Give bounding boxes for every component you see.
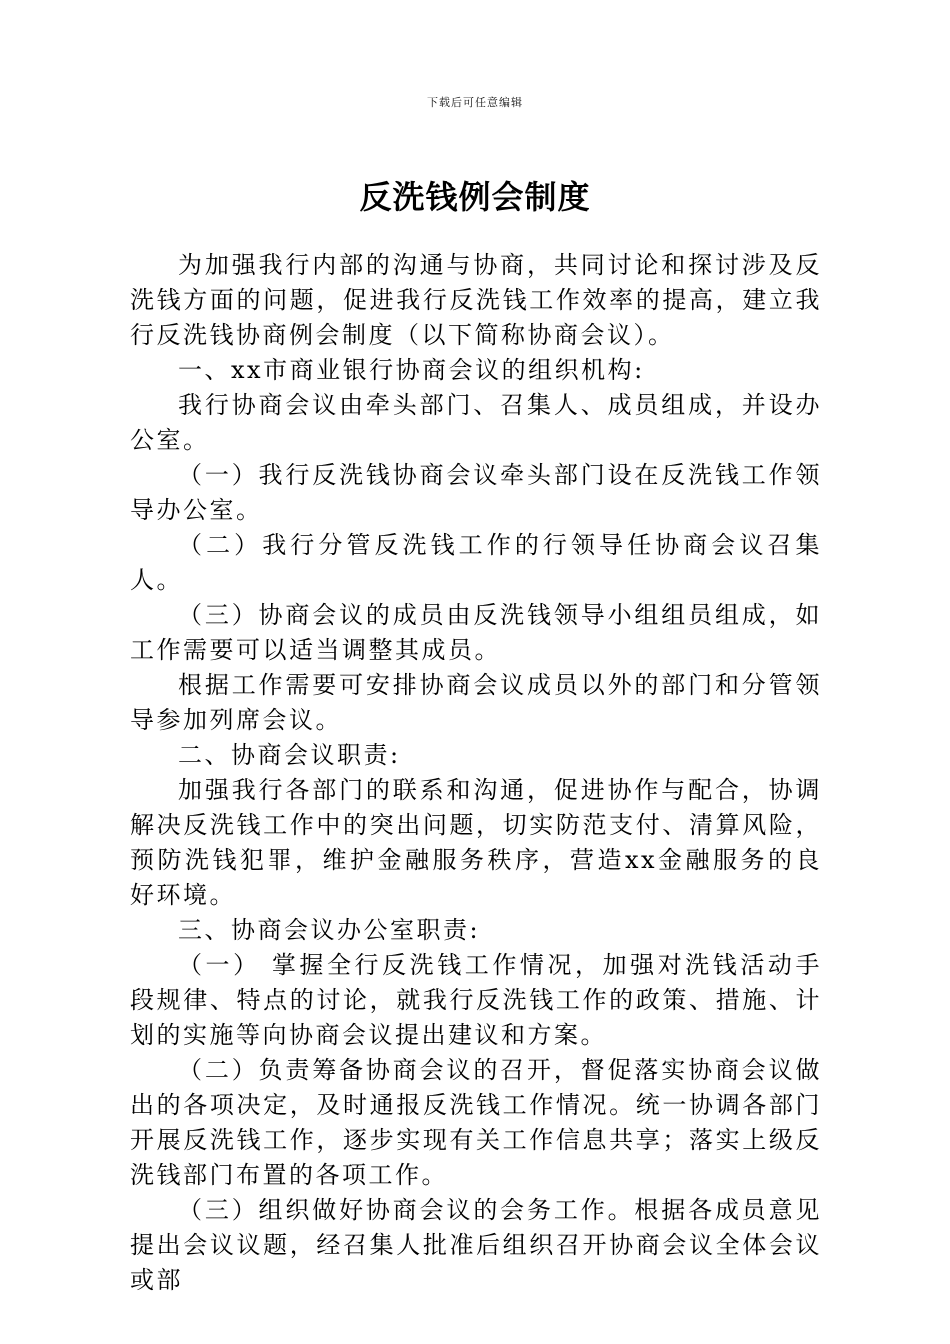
section-heading-3: 三、协商会议办公室职责: (178, 916, 481, 944)
paragraph: （一）我行反洗钱协商会议牵头部门设在反洗钱工作领导办公室。 (130, 461, 822, 524)
paragraph: （三）组织做好协商会议的会务工作。根据各成员意见提出会议议题，经召集人批准后组织召开协商会议全体会议或部 (130, 1196, 822, 1294)
section-heading-2: 二、协商会议职责: (178, 741, 401, 769)
document-body (130, 248, 822, 1298)
section-heading-1: 一、xx市商业银行协商会议的组织机构: (178, 356, 645, 384)
document-title: 反洗钱例会制度 (359, 178, 591, 216)
paragraph: （二）负责筹备协商会议的召开，督促落实协商会议做出的各项决定，及时通报反洗钱工作情况。统一协调各部门开展反洗钱工作，逐步实现有关工作信息共享；落实上级反洗钱部门布置的各项工作。 (130, 1056, 822, 1189)
paragraph: 根据工作需要可安排协商会议成员以外的部门和分管领导参加列席会议。 (130, 671, 822, 734)
paragraph: 我行协商会议由牵头部门、召集人、成员组成，并设办公室。 (130, 391, 822, 454)
paragraph: 为加强我行内部的沟通与协商，共同讨论和探讨涉及反洗钱方面的问题，促进我行反洗钱工作效率的提高，建立我行反洗钱协商例会制度（以下简称协商会议）。 (130, 251, 822, 349)
paragraph: 加强我行各部门的联系和沟通，促进协作与配合，协调解决反洗钱工作中的突出问题，切实防范支付、清算风险，预防洗钱犯罪，维护金融服务秩序，营造xx金融服务的良好环境。 (130, 776, 822, 909)
header-note: 下载后可任意编辑 (427, 96, 523, 109)
paragraph: （二）我行分管反洗钱工作的行领导任协商会议召集人。 (130, 531, 822, 594)
paragraph: （三）协商会议的成员由反洗钱领导小组组员组成，如工作需要可以适当调整其成员。 (130, 601, 822, 664)
paragraph: （一） 掌握全行反洗钱工作情况，加强对洗钱活动手段规律、特点的讨论，就我行反洗钱工作的政策、措施、计划的实施等向协商会议提出建议和方案。 (130, 951, 822, 1049)
